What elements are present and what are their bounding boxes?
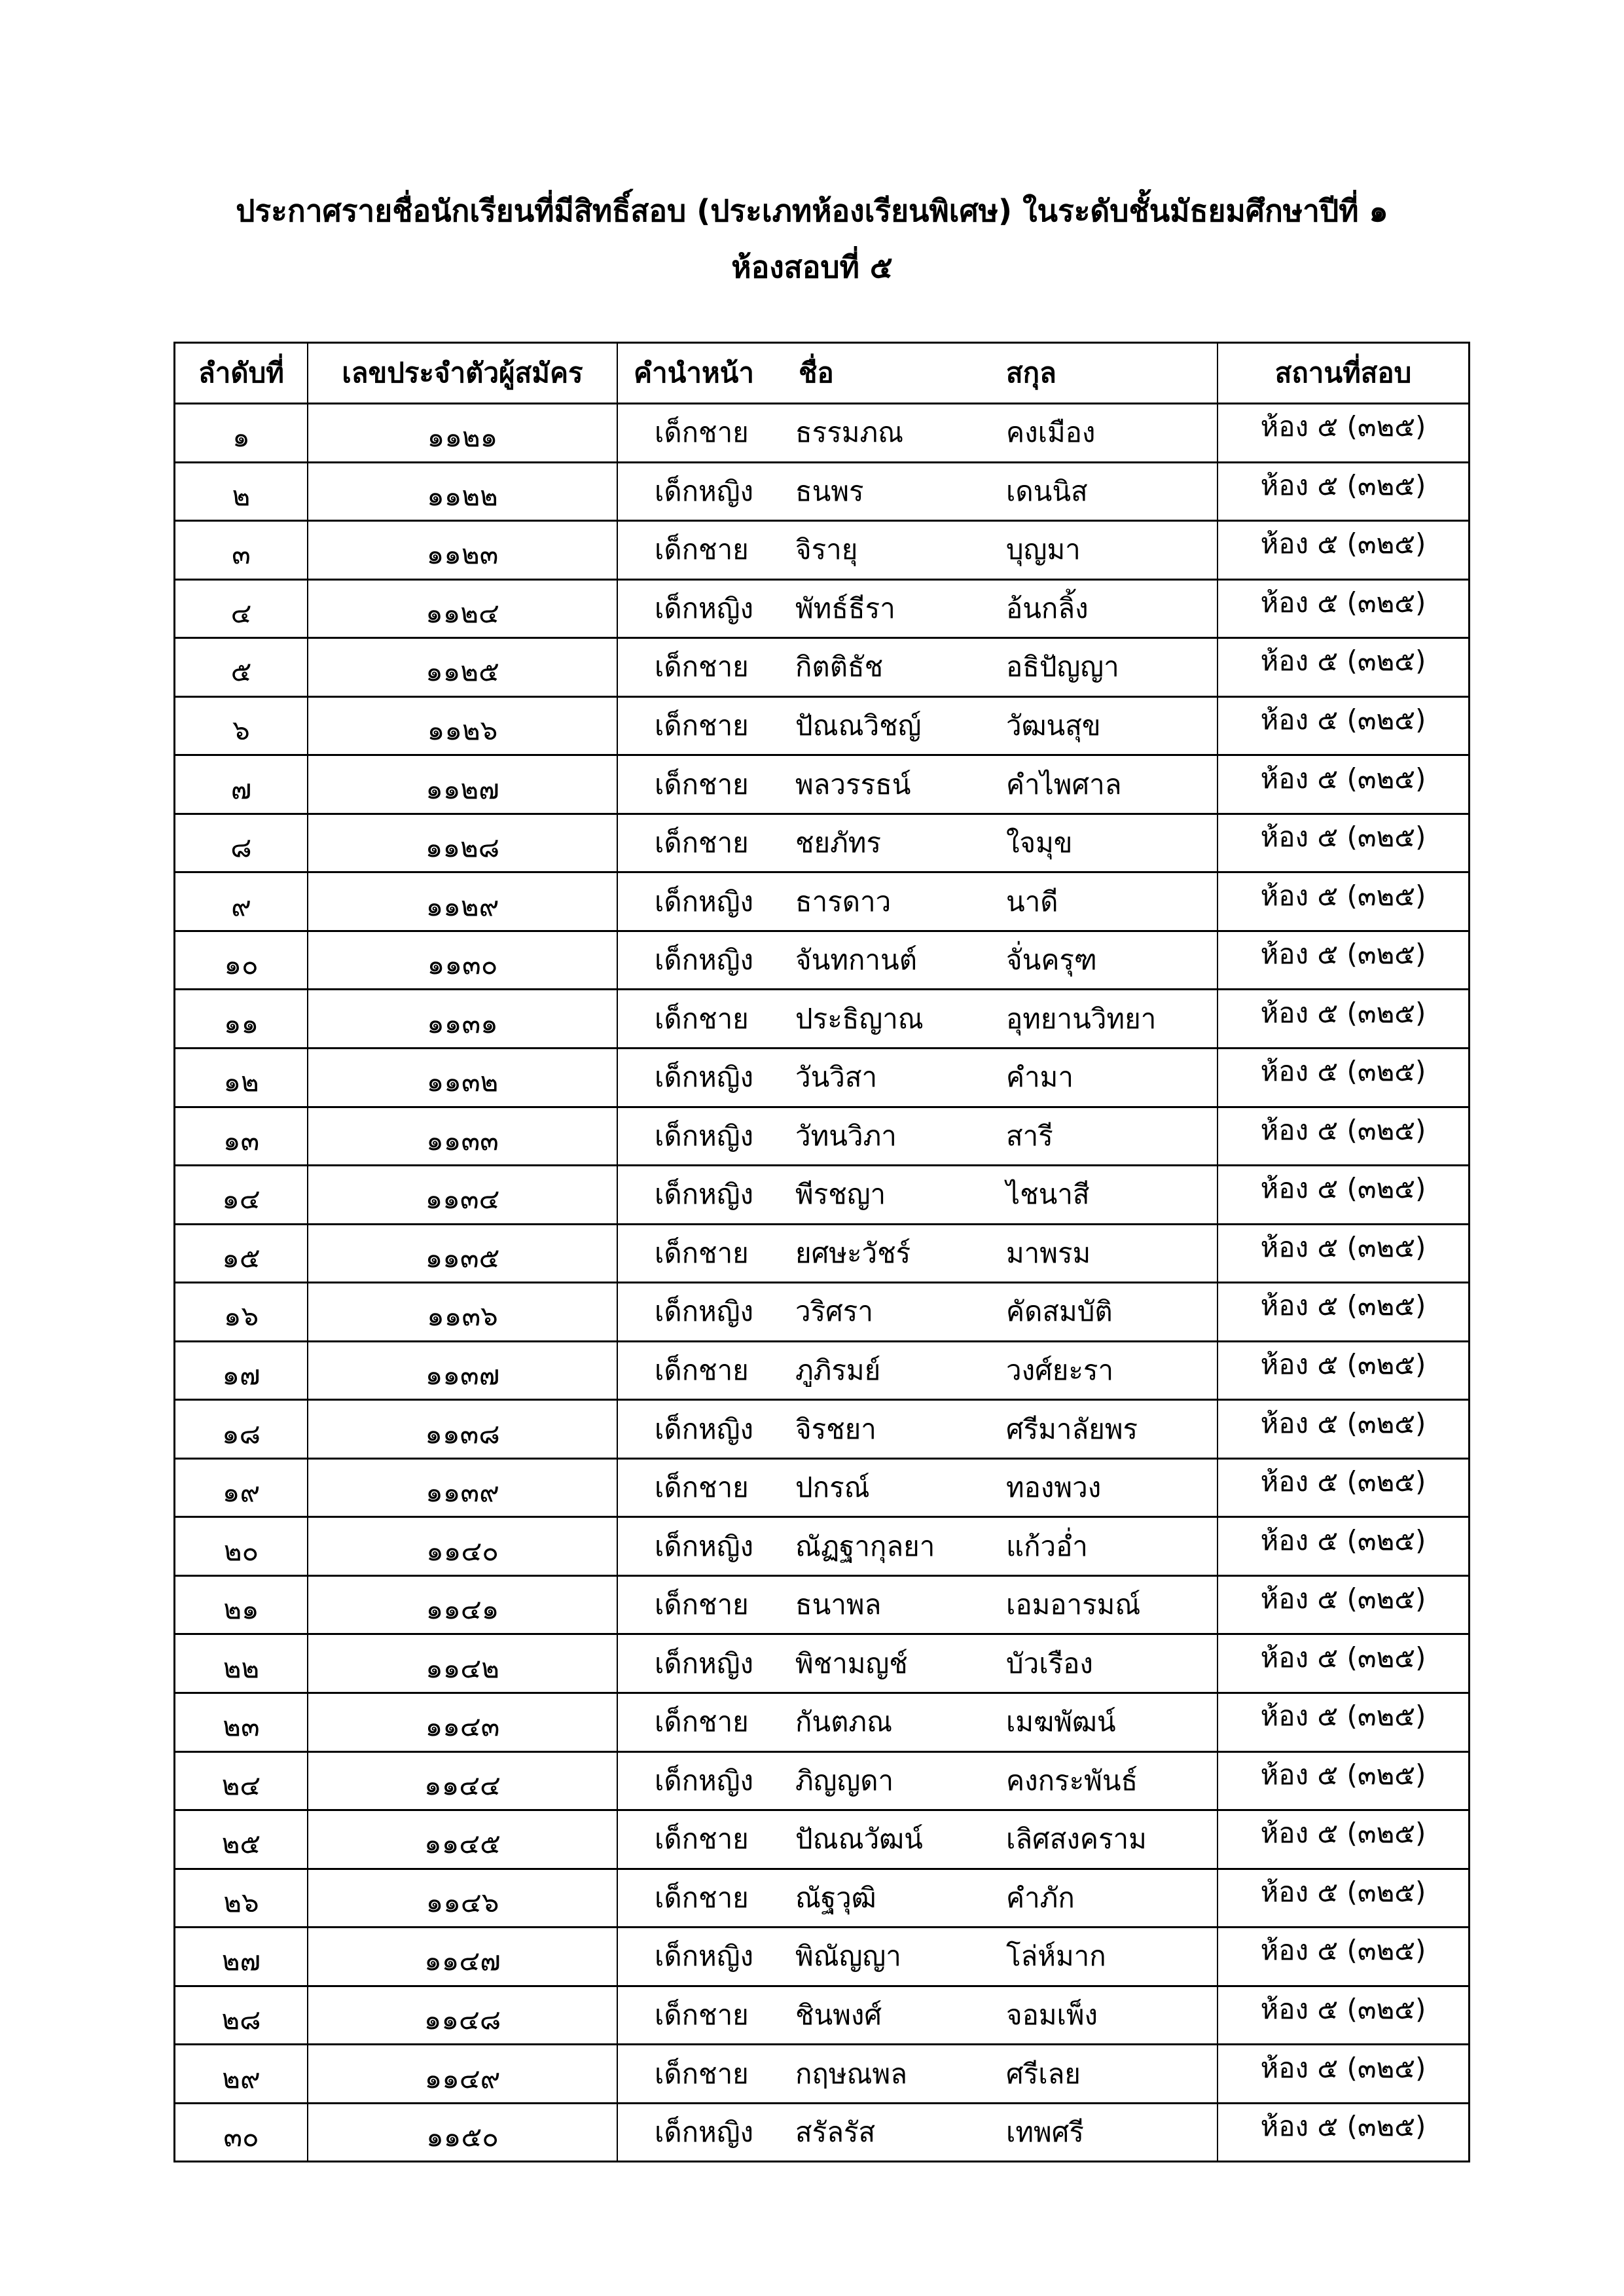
cell-first-name: กฤษณพล xyxy=(795,2057,907,2090)
cell-exam-location: ห้อง ๕ (๓๒๕) xyxy=(1260,1465,1426,1498)
cell-last-name: จอมเพ็ง xyxy=(1006,1999,1098,2032)
table-row xyxy=(175,1868,1468,1927)
cell-order: ๑๘ xyxy=(175,1401,308,1458)
cell-order: ๒๖ xyxy=(175,1870,308,1927)
cell-prefix: เด็กหญิง xyxy=(655,885,754,918)
cell-prefix: เด็กหญิง xyxy=(655,592,754,624)
cell-order: ๑๒ xyxy=(175,1049,308,1106)
cell-first-name: ธนพร xyxy=(795,475,864,507)
cell-prefix: เด็กชาย xyxy=(655,1471,749,1504)
header-first-name: ชื่อ xyxy=(799,357,834,389)
cell-applicant-id: ๑๑๓๒ xyxy=(308,1049,618,1106)
cell-first-name: พิชามญช์ xyxy=(795,1647,908,1679)
table-row xyxy=(175,1751,1468,1810)
cell-exam-location: ห้อง ๕ (๓๒๕) xyxy=(1260,1113,1426,1146)
cell-applicant-id: ๑๑๔๓ xyxy=(308,1694,618,1751)
cell-prefix: เด็กชาย xyxy=(655,651,749,683)
cell-exam-location: ห้อง ๕ (๓๒๕) xyxy=(1260,1348,1426,1381)
cell-last-name: คำภัก xyxy=(1006,1881,1075,1914)
cell-applicant-id: ๑๑๓๖ xyxy=(308,1283,618,1340)
cell-order: ๖ xyxy=(175,698,308,755)
cell-last-name: จั่นครุฑ xyxy=(1006,944,1097,977)
cell-exam-location: ห้อง ๕ (๓๒๕) xyxy=(1260,1524,1426,1556)
cell-order: ๗ xyxy=(175,756,308,813)
cell-prefix: เด็กชาย xyxy=(655,827,749,859)
cell-applicant-id: ๑๑๒๙ xyxy=(308,873,618,930)
cell-prefix: เด็กชาย xyxy=(655,1823,749,1856)
cell-prefix: เด็กชาย xyxy=(655,1236,749,1269)
cell-applicant-id: ๑๑๓๔ xyxy=(308,1166,618,1223)
cell-name-group xyxy=(618,1225,1218,1282)
cell-order: ๓๐ xyxy=(175,2104,308,2161)
cell-prefix: เด็กหญิง xyxy=(655,944,754,977)
cell-exam-location: ห้อง ๕ (๓๒๕) xyxy=(1260,704,1426,736)
cell-first-name: ณัฐวุฒิ xyxy=(795,1881,876,1914)
table-row xyxy=(175,1692,1468,1751)
cell-last-name: ไชนาสี xyxy=(1006,1178,1090,1211)
cell-first-name: ภูภิรมย์ xyxy=(795,1354,881,1387)
cell-last-name: คงกระพันธ์ xyxy=(1006,1764,1138,1797)
cell-prefix: เด็กชาย xyxy=(655,768,749,800)
cell-applicant-id: ๑๑๓๕ xyxy=(308,1225,618,1282)
cell-last-name: เทพศรี xyxy=(1006,2116,1084,2149)
table-row xyxy=(175,403,1468,461)
cell-order: ๔ xyxy=(175,581,308,637)
cell-exam-location: ห้อง ๕ (๓๒๕) xyxy=(1260,410,1426,443)
cell-first-name: ชยภัทร xyxy=(795,827,882,859)
table-header-row xyxy=(175,344,1468,403)
table-row xyxy=(175,1282,1468,1340)
cell-last-name: แก้วอ่ำ xyxy=(1006,1530,1088,1562)
cell-order: ๓ xyxy=(175,522,308,579)
cell-first-name: วัทนวิภา xyxy=(795,1119,897,1152)
cell-applicant-id: ๑๑๒๗ xyxy=(308,756,618,813)
cell-order: ๑๓ xyxy=(175,1108,308,1165)
cell-applicant-id: ๑๑๓๘ xyxy=(308,1401,618,1458)
cell-applicant-id: ๑๑๒๖ xyxy=(308,698,618,755)
cell-name-group xyxy=(618,1577,1218,1634)
cell-first-name: ภิญญดา xyxy=(795,1764,894,1797)
cell-last-name: ศรีมาลัยพร xyxy=(1006,1412,1138,1445)
table-row xyxy=(175,1223,1468,1282)
cell-first-name: ธรรมภณ xyxy=(795,416,904,449)
cell-applicant-id: ๑๑๓๐ xyxy=(308,932,618,989)
cell-exam-location: ห้อง ๕ (๓๒๕) xyxy=(1260,1172,1426,1205)
cell-last-name: คงเมือง xyxy=(1006,416,1096,449)
cell-name-group xyxy=(618,1460,1218,1516)
cell-last-name: อุทยานวิทยา xyxy=(1006,1002,1157,1035)
cell-last-name: วัฒนสุข xyxy=(1006,709,1101,742)
cell-name-group xyxy=(618,932,1218,989)
cell-last-name: คัดสมบัติ xyxy=(1006,1295,1113,1328)
cell-name-group xyxy=(618,2104,1218,2161)
cell-name-group xyxy=(618,1870,1218,1927)
cell-order: ๕ xyxy=(175,639,308,696)
cell-exam-location: ห้อง ๕ (๓๒๕) xyxy=(1260,1289,1426,1322)
cell-exam-location: ห้อง ๕ (๓๒๕) xyxy=(1260,469,1426,501)
cell-name-group xyxy=(618,1753,1218,1810)
cell-first-name: พีรชญา xyxy=(795,1178,886,1211)
header-prefix: คำนำหน้า xyxy=(634,357,754,389)
cell-name-group xyxy=(618,698,1218,755)
cell-first-name: พิณัญญา xyxy=(795,1940,901,1973)
cell-applicant-id: ๑๑๔๗ xyxy=(308,1928,618,1985)
header-last-name: สกุล xyxy=(1006,357,1056,389)
table-row xyxy=(175,696,1468,755)
cell-prefix: เด็กหญิง xyxy=(655,1764,754,1797)
cell-last-name: คำมา xyxy=(1006,1061,1074,1094)
cell-first-name: สรัลรัส xyxy=(795,2116,876,2149)
cell-applicant-id: ๑๑๔๒ xyxy=(308,1635,618,1692)
cell-applicant-id: ๑๑๒๘ xyxy=(308,815,618,872)
cell-last-name: อธิปัญญา xyxy=(1006,651,1119,683)
cell-prefix: เด็กชาย xyxy=(655,1881,749,1914)
cell-exam-location: ห้อง ๕ (๓๒๕) xyxy=(1260,1934,1426,1967)
cell-first-name: ธารดาว xyxy=(795,885,892,918)
cell-name-group xyxy=(618,1342,1218,1399)
cell-prefix: เด็กหญิง xyxy=(655,1530,754,1562)
announcement-title: ประกาศรายชื่อนักเรียนที่มีสิทธิ์สอบ (ประเภทห้องเรียนพิเศษ) ในระดับชั้นมัธยมศึกษาปีที่ ๑ xyxy=(236,193,1388,228)
cell-name-group xyxy=(618,1283,1218,1340)
cell-first-name: ยศษะวัชร์ xyxy=(795,1236,911,1269)
cell-last-name: บัวเรือง xyxy=(1006,1647,1093,1679)
cell-applicant-id: ๑๑๒๔ xyxy=(308,581,618,637)
cell-exam-location: ห้อง ๕ (๓๒๕) xyxy=(1260,1700,1426,1732)
table-row xyxy=(175,1399,1468,1458)
cell-last-name: เมฆพัฒน์ xyxy=(1006,1706,1116,1738)
cell-prefix: เด็กหญิง xyxy=(655,2116,754,2149)
cell-name-group xyxy=(618,990,1218,1047)
table-row xyxy=(175,1575,1468,1634)
cell-order: ๙ xyxy=(175,873,308,930)
cell-applicant-id: ๑๑๔๖ xyxy=(308,1870,618,1927)
cell-last-name: คำไพศาล xyxy=(1006,768,1122,800)
cell-applicant-id: ๑๑๔๙ xyxy=(308,2045,618,2102)
cell-prefix: เด็กหญิง xyxy=(655,1119,754,1152)
cell-last-name: ทองพวง xyxy=(1006,1471,1102,1504)
header-applicant-id: เลขประจำตัวผู้สมัคร xyxy=(308,344,618,403)
table-row xyxy=(175,637,1468,696)
table-row xyxy=(175,1985,1468,2044)
table-row xyxy=(175,1047,1468,1106)
cell-applicant-id: ๑๑๔๑ xyxy=(308,1577,618,1634)
cell-order: ๑ xyxy=(175,404,308,461)
cell-prefix: เด็กชาย xyxy=(655,1588,749,1621)
cell-prefix: เด็กชาย xyxy=(655,709,749,742)
cell-first-name: วันวิสา xyxy=(795,1061,878,1094)
cell-order: ๑๙ xyxy=(175,1460,308,1516)
cell-applicant-id: ๑๑๔๕ xyxy=(308,1811,618,1868)
cell-name-group xyxy=(618,522,1218,579)
cell-applicant-id: ๑๑๕๐ xyxy=(308,2104,618,2161)
cell-last-name: โล่ห์มาก xyxy=(1006,1940,1106,1973)
cell-first-name: ณัฏฐากุลยา xyxy=(795,1530,935,1562)
cell-applicant-id: ๑๑๒๑ xyxy=(308,404,618,461)
cell-exam-location: ห้อง ๕ (๓๒๕) xyxy=(1260,879,1426,912)
cell-applicant-id: ๑๑๓๙ xyxy=(308,1460,618,1516)
cell-first-name: ปัณณวัฒน์ xyxy=(795,1823,923,1856)
cell-prefix: เด็กหญิง xyxy=(655,1940,754,1973)
cell-order: ๒๘ xyxy=(175,1987,308,2044)
header-name-group xyxy=(618,344,1218,403)
table-row xyxy=(175,930,1468,989)
cell-prefix: เด็กชาย xyxy=(655,1354,749,1387)
cell-order: ๑๖ xyxy=(175,1283,308,1340)
cell-prefix: เด็กหญิง xyxy=(655,1412,754,1445)
table-row xyxy=(175,1340,1468,1399)
cell-exam-location: ห้อง ๕ (๓๒๕) xyxy=(1260,996,1426,1029)
cell-name-group xyxy=(618,639,1218,696)
cell-first-name: วริศรา xyxy=(795,1295,873,1328)
cell-prefix: เด็กชาย xyxy=(655,416,749,449)
cell-exam-location: ห้อง ๕ (๓๒๕) xyxy=(1260,1055,1426,1088)
cell-exam-location: ห้อง ๕ (๓๒๕) xyxy=(1260,2110,1426,2143)
table-row xyxy=(175,2043,1468,2102)
table-row xyxy=(175,1458,1468,1516)
cell-exam-location: ห้อง ๕ (๓๒๕) xyxy=(1260,1817,1426,1850)
cell-last-name: มาพรม xyxy=(1006,1236,1091,1269)
cell-name-group xyxy=(618,2045,1218,2102)
cell-name-group xyxy=(618,1635,1218,1692)
cell-exam-location: ห้อง ๕ (๓๒๕) xyxy=(1260,2051,1426,2084)
cell-prefix: เด็กหญิง xyxy=(655,1178,754,1211)
cell-prefix: เด็กชาย xyxy=(655,1706,749,1738)
cell-applicant-id: ๑๑๓๗ xyxy=(308,1342,618,1399)
cell-prefix: เด็กชาย xyxy=(655,2057,749,2090)
cell-name-group xyxy=(618,756,1218,813)
table-row xyxy=(175,871,1468,930)
cell-last-name: ศรีเลย xyxy=(1006,2057,1081,2090)
cell-last-name: เดนนิส xyxy=(1006,475,1088,507)
candidate-table xyxy=(173,342,1470,2162)
cell-order: ๒ xyxy=(175,463,308,520)
cell-first-name: จิรชยา xyxy=(795,1412,876,1445)
cell-name-group xyxy=(618,1401,1218,1458)
cell-name-group xyxy=(618,581,1218,637)
header-exam-location: สถานที่สอบ xyxy=(1274,357,1412,389)
table-row xyxy=(175,1164,1468,1223)
cell-prefix: เด็กหญิง xyxy=(655,1061,754,1094)
cell-exam-location: ห้อง ๕ (๓๒๕) xyxy=(1260,762,1426,795)
cell-prefix: เด็กชาย xyxy=(655,1999,749,2032)
cell-prefix: เด็กหญิง xyxy=(655,475,754,507)
cell-first-name: กันตภณ xyxy=(795,1706,893,1738)
cell-exam-location: ห้อง ๕ (๓๒๕) xyxy=(1260,1407,1426,1439)
cell-name-group xyxy=(618,1694,1218,1751)
cell-name-group xyxy=(618,1049,1218,1106)
cell-last-name: ใจมุข xyxy=(1006,827,1073,859)
cell-last-name: สารี xyxy=(1006,1119,1053,1152)
table-row xyxy=(175,2102,1468,2161)
table-row xyxy=(175,813,1468,872)
header-order: ลำดับที่ xyxy=(175,344,308,403)
cell-order: ๒๗ xyxy=(175,1928,308,1985)
table-row xyxy=(175,461,1468,520)
cell-prefix: เด็กชาย xyxy=(655,533,749,566)
cell-name-group xyxy=(618,1518,1218,1575)
cell-first-name: พัทธ์ธีรา xyxy=(795,592,895,624)
cell-order: ๒๔ xyxy=(175,1753,308,1810)
cell-first-name: ชินพงศ์ xyxy=(795,1999,882,2032)
table-row xyxy=(175,1106,1468,1165)
cell-name-group xyxy=(618,1987,1218,2044)
cell-applicant-id: ๑๑๔๐ xyxy=(308,1518,618,1575)
cell-last-name: เลิศสงคราม xyxy=(1006,1823,1147,1856)
cell-last-name: อ้นกลิ้ง xyxy=(1006,592,1089,624)
cell-applicant-id: ๑๑๒๒ xyxy=(308,463,618,520)
cell-last-name: เอมอารมณ์ xyxy=(1006,1588,1141,1621)
table-row xyxy=(175,1516,1468,1575)
cell-order: ๑๗ xyxy=(175,1342,308,1399)
cell-last-name: วงศ์ยะรา xyxy=(1006,1354,1114,1387)
cell-last-name: บุญมา xyxy=(1006,533,1081,566)
cell-prefix: เด็กหญิง xyxy=(655,1647,754,1679)
cell-name-group xyxy=(618,1928,1218,1985)
cell-order: ๒๙ xyxy=(175,2045,308,2102)
table-body xyxy=(175,403,1468,2161)
cell-applicant-id: ๑๑๓๑ xyxy=(308,990,618,1047)
cell-exam-location: ห้อง ๕ (๓๒๕) xyxy=(1260,586,1426,619)
cell-applicant-id: ๑๑๒๓ xyxy=(308,522,618,579)
cell-prefix: เด็กชาย xyxy=(655,1002,749,1035)
cell-first-name: พลวรรธน์ xyxy=(795,768,911,800)
table-row xyxy=(175,988,1468,1047)
cell-order: ๒๓ xyxy=(175,1694,308,1751)
cell-exam-location: ห้อง ๕ (๓๒๕) xyxy=(1260,528,1426,560)
cell-name-group xyxy=(618,1108,1218,1165)
cell-order: ๒๕ xyxy=(175,1811,308,1868)
cell-order: ๒๑ xyxy=(175,1577,308,1634)
cell-applicant-id: ๑๑๔๘ xyxy=(308,1987,618,2044)
cell-first-name: จิรายุ xyxy=(795,533,858,566)
cell-exam-location: ห้อง ๕ (๓๒๕) xyxy=(1260,1993,1426,2026)
cell-order: ๑๕ xyxy=(175,1225,308,1282)
cell-order: ๑๑ xyxy=(175,990,308,1047)
cell-first-name: ปัณณวิชญ์ xyxy=(795,709,922,742)
table-row xyxy=(175,754,1468,813)
cell-exam-location: ห้อง ๕ (๓๒๕) xyxy=(1260,1758,1426,1791)
table-row xyxy=(175,1633,1468,1692)
exam-room-subtitle: ห้องสอบที่ ๕ xyxy=(731,249,893,285)
cell-order: ๘ xyxy=(175,815,308,872)
cell-exam-location: ห้อง ๕ (๓๒๕) xyxy=(1260,938,1426,971)
cell-name-group xyxy=(618,815,1218,872)
cell-exam-location: ห้อง ๕ (๓๒๕) xyxy=(1260,1641,1426,1674)
cell-first-name: ธนาพล xyxy=(795,1588,882,1621)
cell-first-name: จันทกานต์ xyxy=(795,944,918,977)
cell-order: ๑๔ xyxy=(175,1166,308,1223)
table-row xyxy=(175,1809,1468,1868)
cell-applicant-id: ๑๑๔๔ xyxy=(308,1753,618,1810)
table-row xyxy=(175,520,1468,579)
cell-name-group xyxy=(618,873,1218,930)
cell-first-name: ปกรณ์ xyxy=(795,1471,870,1504)
cell-first-name: ประธิญาณ xyxy=(795,1002,924,1035)
cell-order: ๒๒ xyxy=(175,1635,308,1692)
cell-prefix: เด็กหญิง xyxy=(655,1295,754,1328)
table-row xyxy=(175,579,1468,637)
cell-exam-location: ห้อง ๕ (๓๒๕) xyxy=(1260,1230,1426,1263)
cell-name-group xyxy=(618,404,1218,461)
cell-last-name: นาดี xyxy=(1006,885,1058,918)
cell-order: ๑๐ xyxy=(175,932,308,989)
cell-exam-location: ห้อง ๕ (๓๒๕) xyxy=(1260,645,1426,677)
table-row xyxy=(175,1926,1468,1985)
cell-applicant-id: ๑๑๓๓ xyxy=(308,1108,618,1165)
cell-first-name: กิตติธัช xyxy=(795,651,884,683)
cell-name-group xyxy=(618,1166,1218,1223)
cell-exam-location: ห้อง ๕ (๓๒๕) xyxy=(1260,1583,1426,1615)
cell-exam-location: ห้อง ๕ (๓๒๕) xyxy=(1260,1875,1426,1908)
cell-name-group xyxy=(618,463,1218,520)
cell-exam-location: ห้อง ๕ (๓๒๕) xyxy=(1260,821,1426,853)
cell-name-group xyxy=(618,1811,1218,1868)
cell-applicant-id: ๑๑๒๕ xyxy=(308,639,618,696)
cell-order: ๒๐ xyxy=(175,1518,308,1575)
